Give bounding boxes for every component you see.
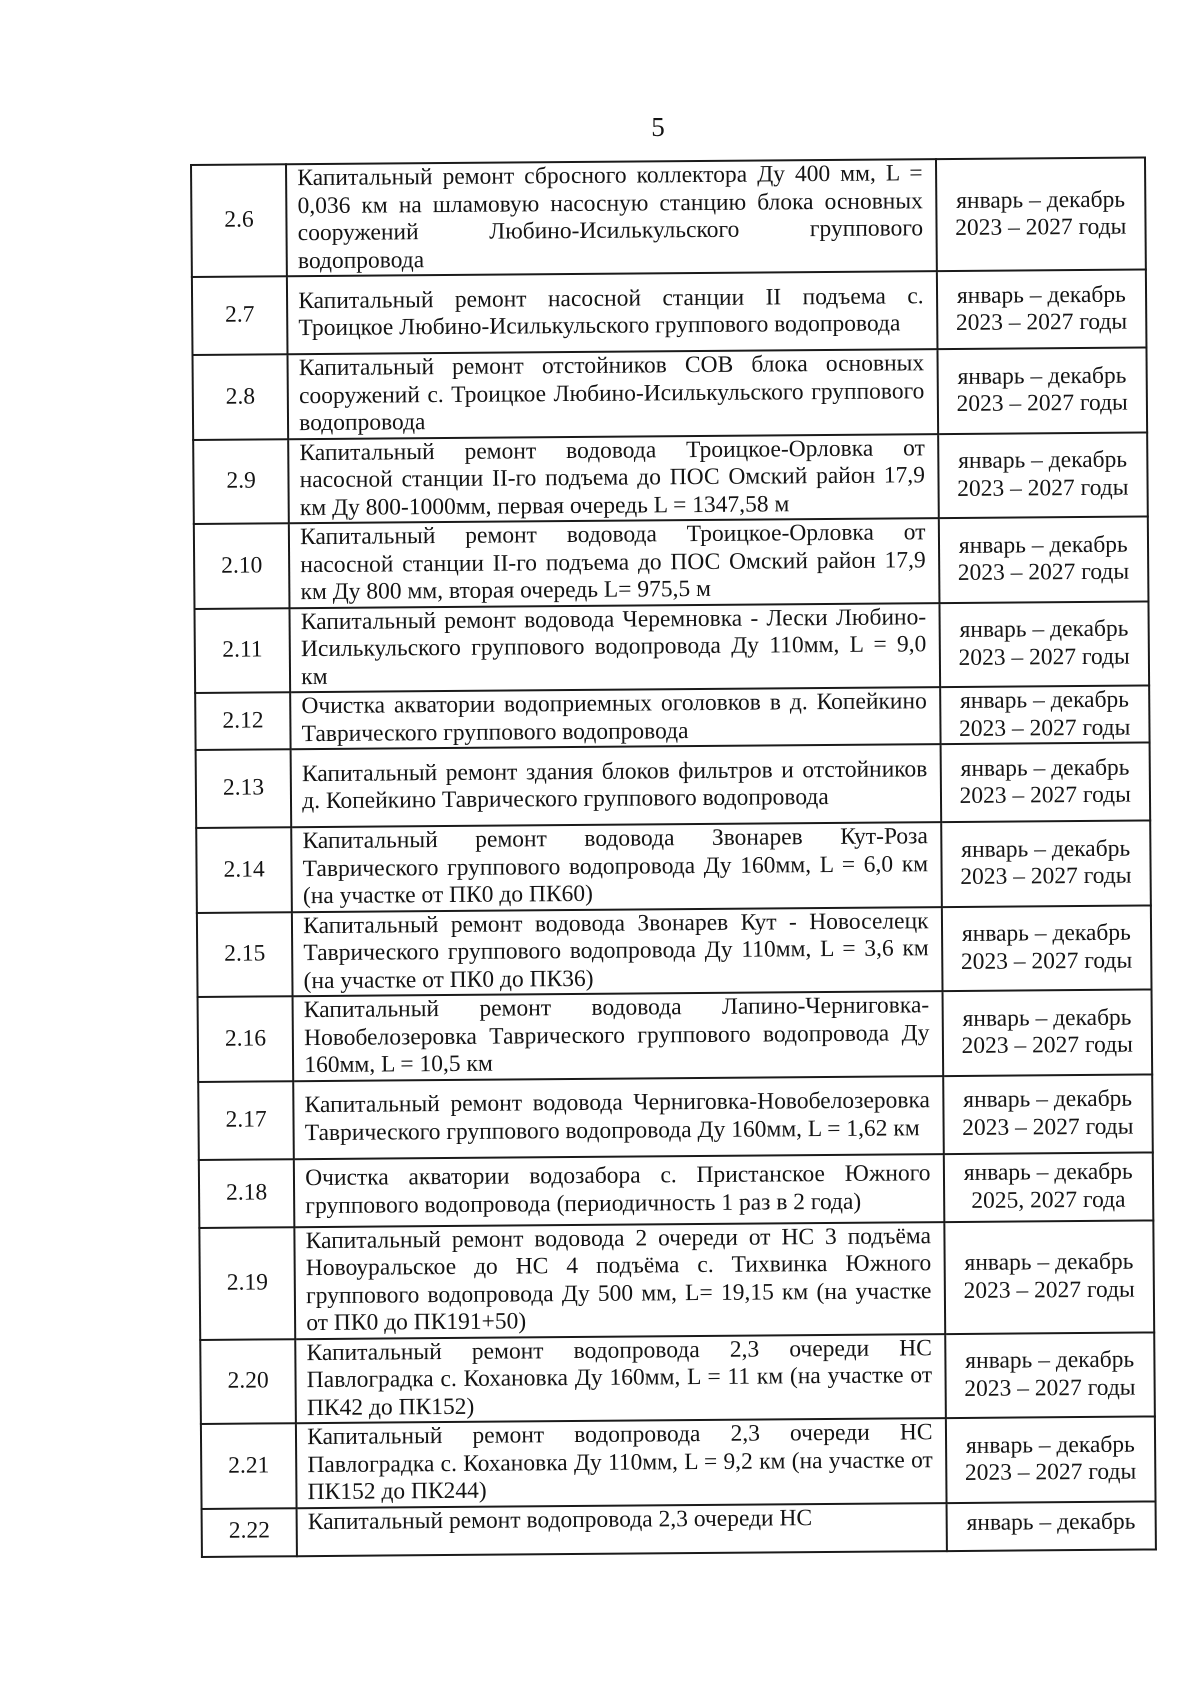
term-years: 2023 – 2027 годы: [957, 474, 1129, 502]
term-years: 2023 – 2027 годы: [958, 714, 1131, 742]
row-number: 2.15: [197, 912, 293, 997]
row-term: [939, 601, 1149, 687]
term-months: январь – декабрь: [965, 1431, 1135, 1459]
row-term: [940, 685, 1150, 744]
row-description: Капитальный ремонт водопровода 2,3 очереди НС Павлоградка с. Кохановка Ду 110мм, L = 9,2 км (на участке от ПК152 до ПК244): [296, 1418, 946, 1508]
row-number: 2.19: [199, 1227, 295, 1340]
term-years: 2023 – 2027 годы: [956, 389, 1128, 418]
term-months: январь – декабрь: [963, 1158, 1133, 1186]
row-description: Капитальный ремонт водовода Звонарев Кут-Роза Таврического группового водопровода Ду 160мм, L = 6,0 км (на участке от ПК0 до ПК60): [291, 822, 941, 912]
term-months: январь – декабрь: [956, 281, 1126, 309]
row-number: 2.6: [191, 164, 287, 277]
row-number: 2.18: [199, 1159, 295, 1228]
row-number: 2.14: [196, 827, 292, 912]
table-row: [199, 1220, 1154, 1339]
term-years: 2023 – 2027 годы: [961, 1031, 1133, 1060]
term-months: январь – декабрь: [966, 1508, 1136, 1536]
row-term: [936, 269, 1146, 349]
row-description: Капитальный ремонт водовода Черемновка - Лески Любино-Исилькульского группового водопровода Ду 110мм, L = 9,0 км: [290, 603, 940, 693]
row-term: [941, 905, 1151, 991]
term-years: 2023 – 2027 годы: [955, 308, 1128, 336]
row-description: Капитальный ремонт водовода Звонарев Кут - Новоселецк Таврического группового водопровода Ду 110мм, L = 3,6 км (на участке от ПК0 до ПК36): [292, 907, 942, 997]
term-months: январь – декабрь: [956, 186, 1126, 214]
table-row: [202, 1501, 1156, 1556]
term-years: 2023 – 2027 годы: [960, 862, 1132, 891]
page-number: 5: [651, 112, 665, 142]
term-years: 2023 – 2027 годы: [964, 1374, 1136, 1402]
table-row: [191, 157, 1146, 276]
row-description: Капитальный ремонт отстойников СОВ блока основных сооружений с. Троицкое Любино-Исилькульского группового водопровода: [288, 349, 938, 439]
term-years: 2023 – 2027 годы: [962, 1113, 1134, 1141]
row-description: Капитальный ремонт водовода Троицкое-Орловка от насосной станции II-го подъема до ПОС Омский район 17,9 км Ду 800-1000мм, первая очередь L = 1347,58 м: [288, 434, 938, 524]
row-term: [938, 432, 1148, 518]
row-number: 2.8: [193, 354, 289, 439]
row-term: [936, 157, 1146, 271]
term-months: январь – декабрь: [962, 1004, 1132, 1032]
row-description: Капитальный ремонт водопровода 2,3 очереди НС: [297, 1503, 947, 1556]
term-months: январь – декабрь: [961, 919, 1131, 948]
row-term: [943, 1074, 1153, 1154]
works-schedule-table: [190, 156, 1157, 1557]
row-term: [942, 989, 1152, 1075]
row-number: 2.22: [202, 1508, 298, 1557]
term-years: 2023 – 2027 годы: [960, 947, 1133, 975]
row-description: Очистка акватории водозабора с. Пристанское Южного группового водопровода (периодичность 1 раз в 2 года): [294, 1154, 944, 1227]
table-row: [201, 1416, 1156, 1508]
term-months: январь – декабрь: [960, 754, 1130, 782]
row-term: [937, 347, 1147, 433]
row-term: [938, 516, 1148, 602]
row-number: 2.10: [194, 523, 290, 608]
row-term: [944, 1220, 1154, 1334]
term-months: январь – декабрь: [963, 1085, 1133, 1113]
row-number: 2.20: [200, 1339, 296, 1424]
term-months: январь – декабрь: [957, 362, 1127, 390]
term-years: 2023 – 2027 годы: [959, 781, 1131, 809]
term-months: январь – декабрь: [958, 531, 1128, 559]
row-description: Капитальный ремонт водовода Черниговка-Новобелозеровка Таврического группового водопровода Ду 160мм, L = 1,62 км: [293, 1076, 943, 1159]
term-months: январь – декабрь: [959, 686, 1130, 714]
table-row: [196, 820, 1151, 912]
term-months: январь – декабрь: [959, 615, 1129, 644]
table-row: [198, 1074, 1153, 1159]
table-row: [199, 1152, 1154, 1227]
table-row: [195, 685, 1149, 749]
term-years: 2023 – 2027 годы: [958, 643, 1130, 671]
row-term: [945, 1416, 1155, 1502]
row-description: Капитальный ремонт сбросного коллектора Ду 400 мм, L = 0,036 км на шламовую насосную станцию блока основных сооружений Любино-Исилькульского группового водопровода: [286, 159, 936, 276]
row-term: [941, 820, 1151, 906]
term-months: январь – декабрь: [964, 1248, 1134, 1276]
table-row: [200, 1332, 1155, 1424]
row-description: Очистка акватории водоприемных оголовков в д. Копейкино Таврического группового водопровода: [290, 687, 940, 749]
term-months: январь – декабрь: [958, 446, 1128, 475]
row-number: 2.17: [198, 1081, 294, 1160]
row-number: 2.12: [195, 692, 291, 750]
row-term: [943, 1152, 1153, 1222]
row-number: 2.16: [198, 996, 294, 1081]
row-description: Капитальный ремонт водовода 2 очереди от НС 3 подъёма Новоуральское до НС 4 подъёма с. Тихвинка Южного группового водопровода Ду 500 мм, L= 19,15 км (на участке от ПК0 до ПК191+50): [295, 1222, 945, 1339]
table-row: [197, 905, 1152, 997]
row-number: 2.7: [192, 276, 288, 355]
table-row: [198, 989, 1153, 1081]
table-row: [193, 432, 1148, 524]
row-description: Капитальный ремонт здания блоков фильтров и отстойников д. Копейкино Таврического группового водопровода: [291, 744, 941, 827]
term-years: 2023 – 2027 годы: [957, 558, 1130, 587]
table-row: [192, 269, 1147, 354]
table-row: [194, 601, 1149, 693]
term-months: январь – декабрь: [961, 835, 1131, 863]
row-description: Капитальный ремонт водопровода 2,3 очереди НС Павлоградка с. Кохановка Ду 160мм, L = 11 км (на участке от ПК42 до ПК152): [295, 1334, 945, 1424]
row-number: 2.11: [194, 608, 290, 693]
row-term: [946, 1501, 1156, 1551]
row-description: Капитальный ремонт водовода Троицкое-Орловка от насосной станции II-го подъема до ПОС Омский район 17,9 км Ду 800 мм, вторая очередь L= 975,5 м: [289, 518, 939, 608]
row-description: Капитальный ремонт водовода Лапино-Черниговка-Новобелозеровка Таврического группового водопровода Ду 160мм, L = 10,5 км: [293, 991, 943, 1081]
table-row: [193, 347, 1148, 439]
row-number: 2.21: [201, 1423, 297, 1508]
row-number: 2.9: [193, 439, 289, 524]
term-years: 2023 – 2027 годы: [955, 213, 1127, 241]
table-row: [194, 516, 1149, 608]
table-row: [196, 742, 1151, 827]
row-description: Капитальный ремонт насосной станции II подъема с. Троицкое Любино-Исилькульского группового водопровода: [287, 271, 937, 354]
term-years: 2023 – 2027 годы: [963, 1276, 1135, 1304]
term-years: 2025, 2027 года: [971, 1186, 1126, 1214]
term-months: январь – декабрь: [965, 1346, 1135, 1375]
row-term: [940, 742, 1150, 822]
row-term: [945, 1332, 1155, 1418]
term-years: 2023 – 2027 годы: [964, 1458, 1137, 1487]
row-number: 2.13: [196, 749, 292, 828]
